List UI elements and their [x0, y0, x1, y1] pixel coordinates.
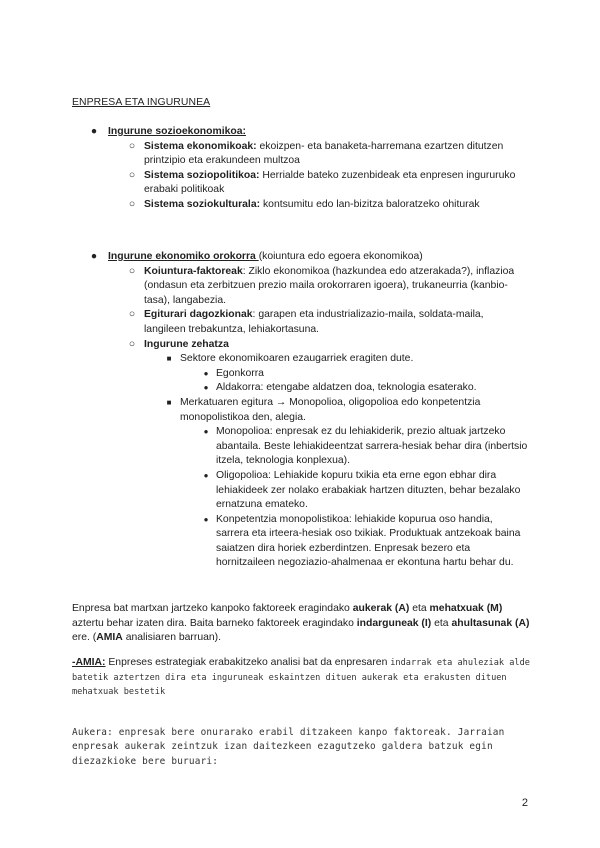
term: Egiturari dagozkionak — [144, 309, 253, 321]
sublist — [203, 425, 528, 571]
list-item — [128, 338, 528, 353]
paragraph-aukera — [72, 726, 532, 769]
bold-term: -AMIA: — [72, 657, 106, 668]
bullet-disc-icon: ● — [90, 126, 98, 137]
bullet-circle-icon: ○ — [128, 140, 136, 152]
bold-term: indarguneak (I) — [356, 617, 432, 629]
section-heading: Ingurune sozioekonomikoa: — [108, 126, 246, 137]
list-text: Konpetentzia monopolistikoa: lehiakide kopurua oso handia, sarrera eta irteera-hesiak oso txikiak. Produktuak antzekoak baina saiatzen dira horiek ezberdintzen. Enpresak bezero eta hornitzaileen negoziazio-ahalmenaa er ekontuna hartu behar du. — [216, 513, 521, 569]
definition: : Ziklo ekonomikoa (hazkundea edo atzerakada?), inflazioa (ondasun eta zerbitzuen prezio maila orokorraren igoera), trukaneurria (kanbio-tasa), langabezia. — [144, 265, 515, 306]
list-item — [90, 125, 528, 140]
text-run: ere. ( — [72, 632, 97, 644]
list-text: Aldakorra: etengabe aldatzen doa, teknologia esaterako. — [216, 382, 477, 394]
bold-term: ahultasunak (A) — [451, 617, 530, 629]
list-item — [203, 381, 528, 396]
text-run: Enpreses estrategiak erabakitzeko analisi bat da enpresaren — [105, 657, 391, 668]
term: Sistema soziopolitikoa: — [144, 169, 260, 181]
sublist — [166, 352, 528, 571]
bullet-disc-icon: ● — [203, 514, 209, 524]
bullet-circle-icon: ○ — [128, 309, 136, 321]
sublist — [128, 265, 528, 571]
sublist — [203, 367, 528, 396]
bullet-circle-icon: ○ — [128, 169, 136, 181]
section-sozioekonomikoa — [90, 125, 528, 213]
list-item — [203, 367, 528, 382]
definition: Herrialde bateko zuzenbideak eta enpresen ingururuko erabaki politikoak — [144, 169, 516, 196]
list-item — [166, 352, 528, 367]
list-text: Sektore ekonomikoaren ezaugarriek eragiten dute. — [180, 353, 414, 365]
paragraph-amia-intro — [72, 602, 532, 646]
term: Ingurune zehatza — [144, 338, 229, 350]
term: Sistema soziokulturala: — [144, 198, 261, 210]
bullet-circle-icon: ○ — [128, 198, 136, 210]
bullet-disc-icon: ● — [90, 251, 98, 262]
section-heading-note: (koiuntura edo egoera ekonomikoa) — [258, 251, 423, 262]
list-text: Monopolioa: enpresak ez du lehiakiderik, prezio altuak jartzeko abantaila. Beste lehiakideentzat sarrera-hesiak behar dira (inbertsio itzela, teknologia konplexua). — [216, 426, 528, 467]
bullet-square-icon: ■ — [166, 397, 172, 407]
list-text: Merkatuaren egitura → Monopolioa, oligopolioa edo konpetentzia monopolistikoa den, alegia. — [180, 396, 481, 423]
document-title: ENPRESA ETA INGURUNEA — [72, 97, 211, 108]
list-item — [203, 425, 528, 469]
bullet-disc-icon: ● — [203, 470, 209, 480]
definition: kontsumitu edo lan-bizitza baloratzeko ohiturak — [260, 198, 480, 210]
list-item — [166, 396, 528, 425]
bullet-circle-icon: ○ — [128, 265, 136, 277]
text-run: indarrak eta ahuleziak alde batetik aztertzen dira eta inguruneak eskaintzen dituen aukerak eta erakusten dituen mehatxuak bestetik — [72, 658, 530, 698]
definition: ekoizpen- eta banaketa-harremana ezartzen ditutzen printzipio eta erakundeen multzoa — [144, 140, 504, 167]
paragraph-amia-definition — [72, 656, 532, 700]
text-run: Aukera: enpresak bere onurarako erabil ditzakeen kanpo faktoreak. Jarraian enpresak aukerak zeintzuk izan daitezkeen ezagutzeko galdera batzuk egin diezazkioke bere buruari: — [72, 727, 505, 767]
text-run: aztertu behar izaten dira. Baita barneko faktoreek eragindako — [72, 617, 357, 629]
bold-term: aukerak (A) — [352, 603, 410, 614]
bold-term: mehatxuak (M) — [429, 603, 503, 614]
page-number: 2 — [521, 797, 528, 809]
list-item — [128, 198, 528, 213]
bullet-square-icon: ■ — [166, 354, 172, 364]
term: Koiuntura-faktoreak — [144, 265, 243, 277]
text-run: eta — [409, 603, 430, 614]
list-item — [90, 250, 528, 265]
list-item — [203, 469, 528, 513]
section-heading: Ingurune ekonomiko orokorra — [108, 251, 259, 262]
section-ekonomiko-orokorra — [90, 250, 528, 571]
sublist — [128, 140, 528, 213]
text-run: Enpresa bat martxan jartzeko kanpoko faktoreek eragindako — [72, 603, 353, 614]
text-run: eta — [431, 617, 452, 629]
list-text: Oligopolioa: Lehiakide kopuru txikia eta erne egon ebhar dira lehiakideek zer nolako erabakiak hartzen dituzten, behar bezalako ernatzuna emateko. — [216, 469, 521, 511]
bullet-disc-icon: ● — [203, 383, 209, 393]
bullet-disc-icon: ● — [203, 368, 209, 378]
definition: : garapen eta industrializazio-maila, soldata-maila, langileen trebakuntza, lehiakortasuna. — [144, 309, 484, 335]
list-item — [128, 169, 528, 198]
bullet-circle-icon: ○ — [128, 338, 136, 350]
list-item — [203, 513, 528, 571]
list-item — [128, 308, 528, 337]
list-item — [128, 140, 528, 169]
text-run: analisiaren barruan). — [122, 632, 222, 644]
list-text: Egonkorra — [216, 367, 264, 379]
list-item — [128, 265, 528, 309]
term: Sistema ekonomikoak: — [144, 140, 257, 152]
bold-term: AMIA — [96, 632, 123, 644]
bullet-disc-icon: ● — [203, 427, 209, 437]
